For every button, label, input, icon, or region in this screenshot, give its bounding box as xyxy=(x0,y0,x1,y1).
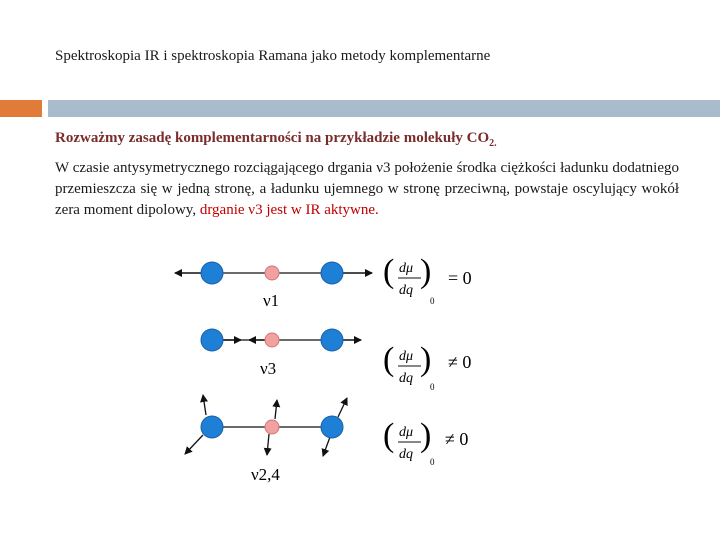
accent-bar-orange xyxy=(0,100,42,117)
svg-text:0: 0 xyxy=(430,382,435,392)
oxygen-atom xyxy=(201,329,223,351)
svg-text:(: ( xyxy=(383,341,395,378)
relation-v3: ≠ 0 xyxy=(448,352,472,372)
mode-v1-molecule xyxy=(175,262,372,284)
heading-subscript: 2. xyxy=(489,138,497,149)
paragraph-end: . xyxy=(375,202,379,218)
mode-v3-molecule xyxy=(201,329,361,351)
svg-text:(: ( xyxy=(383,253,395,290)
relation-v1: = 0 xyxy=(448,268,472,288)
svg-text:dq: dq xyxy=(399,371,413,386)
svg-text:(: ( xyxy=(383,417,395,454)
mode-v24-label: ν2,4 xyxy=(251,465,280,484)
slide-title: Spektroskopia IR i spektroskopia Ramana jako metody komplementarne xyxy=(55,48,491,64)
carbon-atom xyxy=(265,420,279,434)
paragraph-highlight: drganie ν3 jest w IR aktywne xyxy=(199,202,376,218)
svg-text:dq: dq xyxy=(399,447,413,462)
mode-v3-label: ν3 xyxy=(260,359,277,378)
oxygen-atom xyxy=(321,416,343,438)
svg-text:): ) xyxy=(420,253,432,290)
svg-text:0: 0 xyxy=(430,296,435,306)
svg-text:): ) xyxy=(420,341,432,378)
svg-text:dμ: dμ xyxy=(399,349,414,364)
paragraph-text: W czasie antysymetrycznego rozciągającego drgania ν3 położenie środka ciężkości ładunku dodatniego przemieszcza się w jedną stronę, a ładunku ujemnego w stronę przeciwną, powstaje oscylujący wokół zera moment dipolowy, xyxy=(55,160,679,218)
mode-v1-label: ν1 xyxy=(263,291,280,310)
mode-v24-molecule xyxy=(185,395,347,456)
carbon-atom xyxy=(265,333,279,347)
svg-text:): ) xyxy=(420,417,432,454)
carbon-atom xyxy=(265,266,279,280)
relation-v24: ≠ 0 xyxy=(445,429,469,449)
svg-text:dμ: dμ xyxy=(399,261,414,276)
oxygen-atom xyxy=(321,262,343,284)
svg-text:0: 0 xyxy=(430,457,435,467)
heading-text: Rozważmy zasadę komplementarności na przykładzie molekuły CO xyxy=(55,130,490,146)
derivative-v24 xyxy=(383,417,468,467)
oxygen-atom xyxy=(201,262,223,284)
oxygen-atom xyxy=(201,416,223,438)
explanation-paragraph xyxy=(55,158,679,221)
accent-bar-blue xyxy=(48,100,720,117)
section-heading xyxy=(55,130,497,149)
vibration-modes-diagram xyxy=(165,240,485,540)
svg-text:dq: dq xyxy=(399,283,413,298)
derivative-v1 xyxy=(383,253,472,306)
oxygen-atom xyxy=(321,329,343,351)
svg-text:dμ: dμ xyxy=(399,425,414,440)
derivative-v3 xyxy=(383,341,471,392)
